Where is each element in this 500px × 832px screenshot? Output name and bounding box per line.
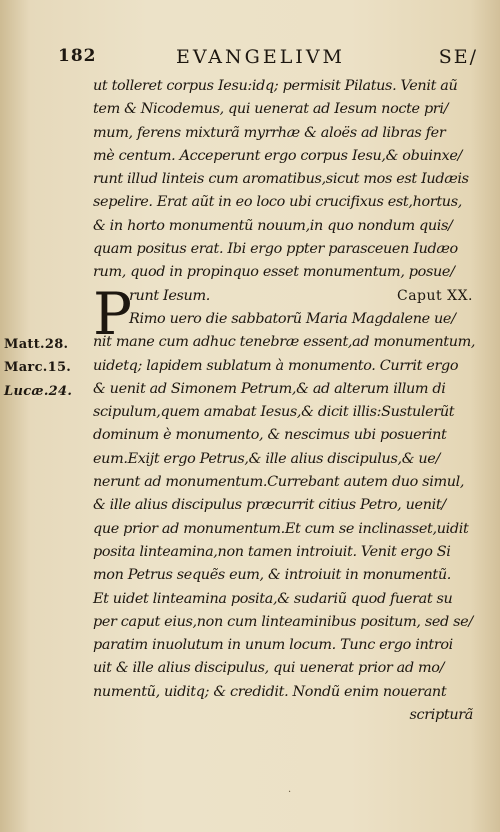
text-line: eum.Exijt ergo Petrus,& ille alius discipulus,& ue/ [93,450,440,467]
text-line: que prior ad monumentum.Et cum se inclinasset,uidit [93,520,469,537]
text-line: posita linteamina,non tamen introiuit. Venit ergo Si [93,543,451,560]
text-line: & in horto monumentũ nouum,in quo nondum quis/ [93,217,453,234]
text-line: sepelire. Erat aũt in eo loco ubi crucifixus est,hortus, [93,194,462,211]
text-line: quam positus erat. Ibi ergo ppter parasceuen Iudæo [93,241,458,258]
text-line: Rimo uero die sabbatorũ Maria Magdalene ue/ [129,310,456,327]
text-line: nerunt ad monumentum.Currebant autem duo simul, [93,474,465,491]
text-line: uidetq; lapidem sublatum à monumento. Currit ergo [93,357,459,374]
text-line: mum, ferens mixturã myrrhæ & aloës ad libras fer [93,124,446,141]
signature-mark-icon: · [288,787,292,798]
page-number: 182 [58,46,97,66]
text-line: paratim inuolutum in unum locum. Tunc ergo introi [93,637,453,654]
chapter-heading: Caput XX. [397,287,473,304]
running-title: EVANGELIVM [176,46,345,68]
text-line: ut tolleret corpus Iesu:idq; permisit Pilatus. Venit aũ [93,78,458,94]
text-line: runt Iesum. [129,287,210,304]
text-line: rum, quod in propinquo esset monumentum, posue/ [93,264,455,281]
chapter-heading-line [93,285,473,308]
running-header [58,46,478,68]
margin-note-luke: Lucæ.24. [4,384,73,399]
text-line: mè centum. Acceperunt ergo corpus Iesu,& obuinxe/ [93,147,463,164]
text-line: nit mane cum adhuc tenebræ essent,ad monumentum, [93,334,476,351]
running-title-continuation: SE/ [438,46,478,68]
text-line: scipulum,quem amabat Iesus,& dicit illis:Sustulerũt [93,404,455,421]
body-text [93,75,476,727]
text-line: & uenit ad Simonem Petrum,& ad alterum illum di [93,380,446,397]
margin-note-mark: Marc.15. [4,360,72,375]
text-line: per caput eius,non cum linteaminibus positum, sed se/ [93,613,473,630]
catchword: scripturã [409,707,473,724]
drop-capital: P [93,280,133,348]
text-line: tem & Nicodemus, qui uenerat ad Iesum nocte pri/ [93,101,449,118]
text-line: mon Petrus sequẽs eum, & introiuit in monumentũ. [93,567,451,584]
text-line: Et uidet linteamina posita,& sudariũ quod fuerat su [93,590,453,607]
margin-note-matthew: Matt.28. [4,337,69,352]
text-line: runt illud linteis cum aromatibus,sicut mos est Iudæis [93,171,469,188]
text-line: dominum è monumento, & nescimus ubi posuerint [93,427,447,444]
text-line: numentũ, uiditq; & credidit. Nondũ enim nouerant [93,683,447,700]
text-line: & ille alius discipulus præcurrit citius Petro, uenit/ [93,497,446,514]
text-line: uit & ille alius discipulus, qui uenerat prior ad mo/ [93,660,445,677]
